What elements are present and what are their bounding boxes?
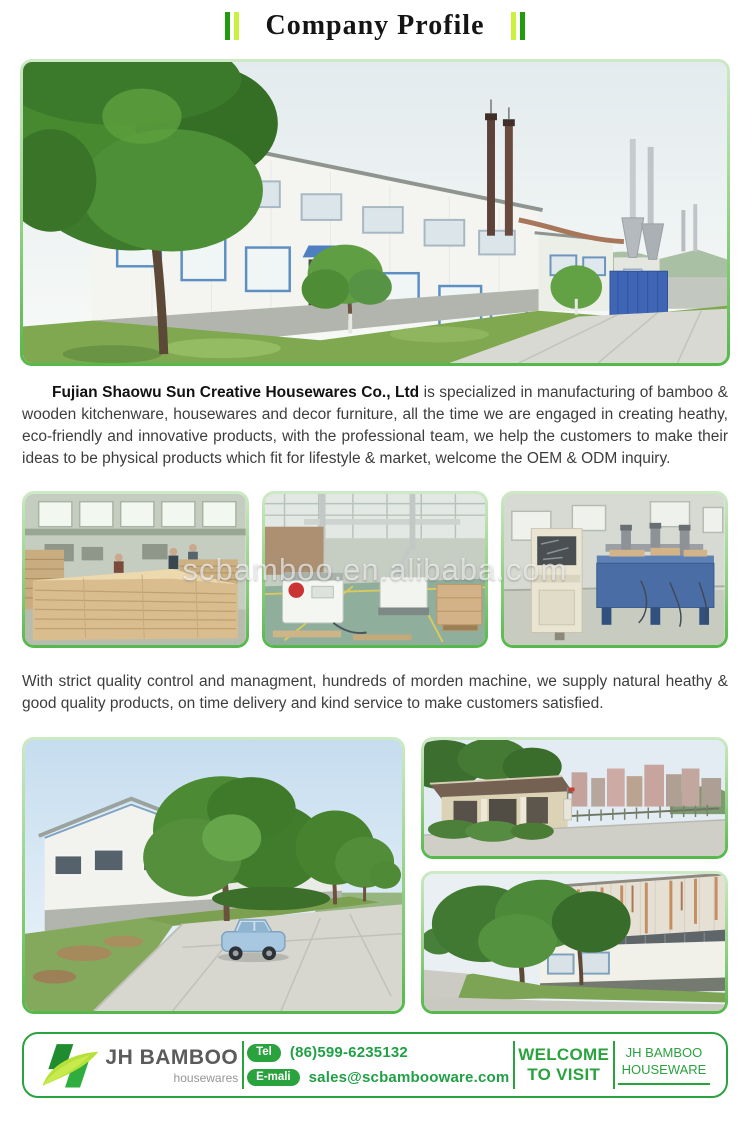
brand-block: [105, 1046, 238, 1085]
tel-badge: Tel: [247, 1044, 281, 1062]
footer-brand-right: [618, 1045, 710, 1085]
machine-workshop-graphic: [265, 494, 486, 645]
factory-side-building-photo: [421, 871, 728, 1014]
company-name-text: Fujian Shaowu Sun Creative Housewares Co., Ltd: [52, 384, 420, 401]
intro-paragraph: [22, 382, 728, 470]
welcome-line1: WELCOME: [518, 1044, 610, 1064]
wood-strips-workshop-photo: [22, 491, 249, 648]
section-header: [0, 0, 750, 52]
page-title: Company Profile: [265, 10, 485, 41]
factory-road-graphic: [25, 740, 402, 1011]
factory-side-building-graphic: [424, 874, 725, 1011]
wood-strips-workshop-graphic: [25, 494, 246, 645]
footer-brand-line2: HOUSEWARE: [621, 1062, 707, 1077]
welcome-text: [518, 1045, 609, 1086]
factory-gate-photo: [421, 737, 728, 859]
footer-contact-bar: [22, 1032, 728, 1098]
accent-bar-light-icon: [511, 12, 516, 40]
right-photo-column: [421, 737, 728, 1014]
email-address: sales@scbambooware.com: [308, 1068, 510, 1086]
footer-divider: [242, 1041, 244, 1089]
intro-text: is specialized in manufacturing of bamboo & wooden kitchenware, housewares and decor furniture, all the time we are engaged in creating heathy, eco-friendly and innovative products, with the professional team, we help the customers to make their ideas to be physical products which fit for lifestyle & market, welcome the OEM & ODM inquiry.: [22, 384, 728, 467]
footer-divider: [613, 1041, 615, 1089]
brand-subtitle: housewares: [173, 1070, 239, 1085]
footer-brand-underline: [618, 1083, 710, 1085]
contact-block: [247, 1044, 509, 1087]
accent-bar-dark-icon: [520, 12, 525, 40]
accent-bar-light-icon: [234, 12, 239, 40]
alibaba-watermark: scbamboo.en.alibaba.com: [182, 551, 568, 587]
brand-name: JH BAMBOO: [105, 1045, 239, 1069]
tel-row: [247, 1044, 509, 1062]
footer-brand-line1: JH BAMBOO: [625, 1045, 703, 1061]
campus-photos-grid: [22, 737, 728, 1014]
email-badge: E-mali: [247, 1069, 300, 1087]
header-accent-bars-right-icon: [511, 12, 525, 40]
factory-road-photo: [22, 737, 405, 1014]
cnc-machine-graphic: [504, 494, 725, 645]
welcome-line2: TO VISIT: [527, 1065, 601, 1084]
cnc-machine-photo: [501, 491, 728, 648]
jh-bamboo-logo-icon: [40, 1039, 100, 1091]
workshop-photos-row: [22, 491, 728, 648]
footer-divider: [513, 1041, 515, 1089]
quality-paragraph: With strict quality control and managment, hundreds of morden machine, we supply natural heathy & good quality products, on time delivery and kind service to make customers satisfied.: [22, 673, 728, 712]
factory-exterior-photo-graphic: [23, 62, 727, 363]
header-accent-bars-left-icon: [225, 12, 239, 40]
tel-number: (86)599-6235132: [289, 1044, 408, 1062]
email-row: [247, 1069, 509, 1087]
machine-workshop-photo: [262, 491, 489, 648]
factory-gate-graphic: [424, 740, 725, 856]
accent-bar-dark-icon: [225, 12, 230, 40]
factory-exterior-photo: [20, 59, 730, 366]
